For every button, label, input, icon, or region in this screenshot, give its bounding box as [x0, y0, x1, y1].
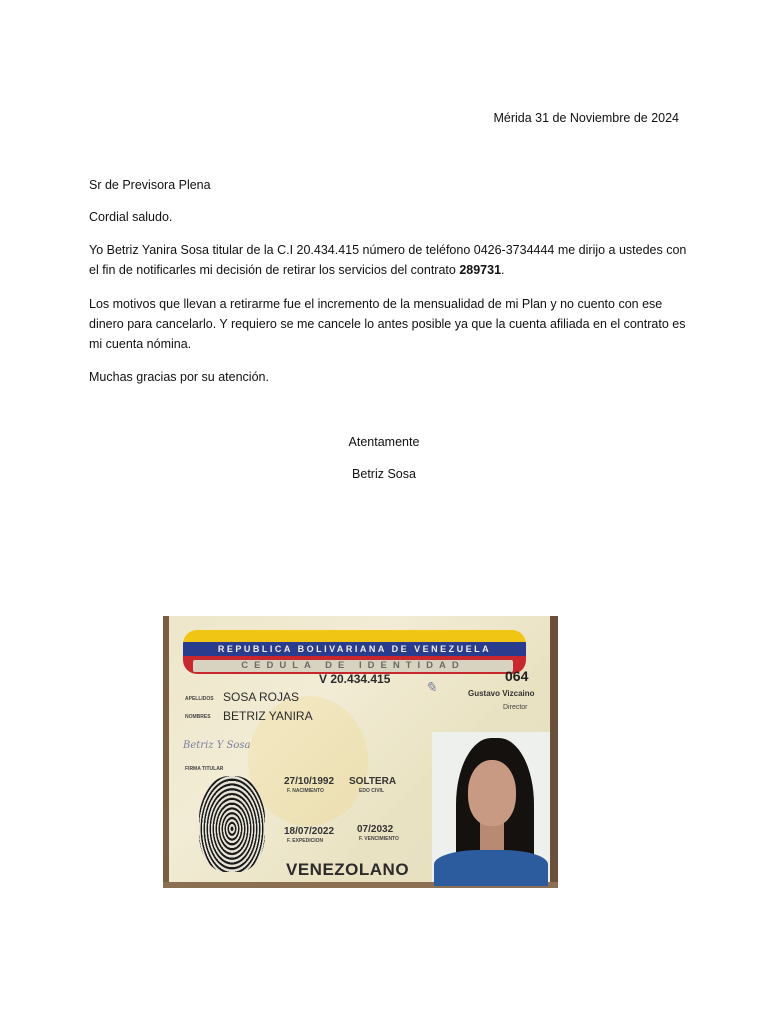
nombres-value: BETRIZ YANIRA — [223, 709, 313, 723]
paragraph-identification-text: Yo Betriz Yanira Sosa titular de la C.I 20.434.415 número de teléfono 0426-3734444 me dirijo a ustedes con el fin de notificarles mi decisión de retirar los servicios del contrato — [89, 243, 687, 277]
card-code: 064 — [505, 668, 529, 684]
issue-label: F. EXPEDICION — [287, 838, 324, 844]
birth-date: 27/10/1992 — [284, 776, 335, 787]
expiry-label: F. VENCIMIENTO — [359, 836, 399, 842]
subheader-band — [193, 660, 513, 672]
holder-photo — [432, 732, 550, 882]
apellidos-value: SOSA ROJAS — [223, 690, 300, 704]
nombres-label: NOMBRES — [185, 714, 211, 720]
director-title: Director — [503, 704, 528, 711]
birth-label: F. NACIMIENTO — [287, 788, 324, 794]
paragraph-identification — [89, 240, 689, 280]
firma-label: FIRMA TITULAR — [185, 766, 224, 772]
letter-date: Mérida 31 de Noviembre de 2024 — [493, 111, 679, 125]
closing: Atentamente — [348, 435, 420, 449]
card-header: REPUBLICA BOLIVARIANA DE VENEZUELA — [217, 644, 492, 654]
paragraph-reasons: Los motivos que llevan a retirarme fue el incremento de la mensualidad de mi Plan y no cuento con ese dinero para cancelarlo. Y requiero se me cancele lo antes posible ya que la cuenta afiliada en el contrato es mi cuenta nómina. — [89, 297, 686, 351]
civil-status: SOLTERA — [349, 776, 397, 787]
issue-date: 18/07/2022 — [284, 826, 335, 837]
nationality: VENEZOLANO — [286, 860, 410, 879]
signature-name: Betriz Sosa — [352, 467, 416, 481]
civil-status-label: EDO CIVIL — [359, 788, 385, 794]
id-number: V 20.434.415 — [319, 672, 391, 686]
greeting: Cordial saludo. — [89, 210, 173, 224]
expiry-date: 07/2032 — [357, 824, 394, 835]
id-card-image — [163, 616, 558, 888]
fingerprint — [199, 776, 265, 872]
card-subheader: CEDULA DE IDENTIDAD — [241, 660, 465, 671]
paragraph-identification-end: . — [501, 263, 505, 277]
addressee: Sr de Previsora Plena — [89, 178, 211, 192]
director-name: Gustavo Vizcaino — [468, 689, 535, 698]
contract-number: 289731 — [459, 263, 502, 277]
apellidos-label: APELLIDOS — [185, 696, 214, 702]
holder-signature: Betriz Y Sosa — [183, 740, 251, 751]
thanks-line: Muchas gracias por su atención. — [89, 370, 269, 384]
card-left-edge — [163, 616, 169, 888]
director-signature-mark: ✎ — [425, 680, 437, 696]
card-right-edge — [550, 616, 558, 888]
